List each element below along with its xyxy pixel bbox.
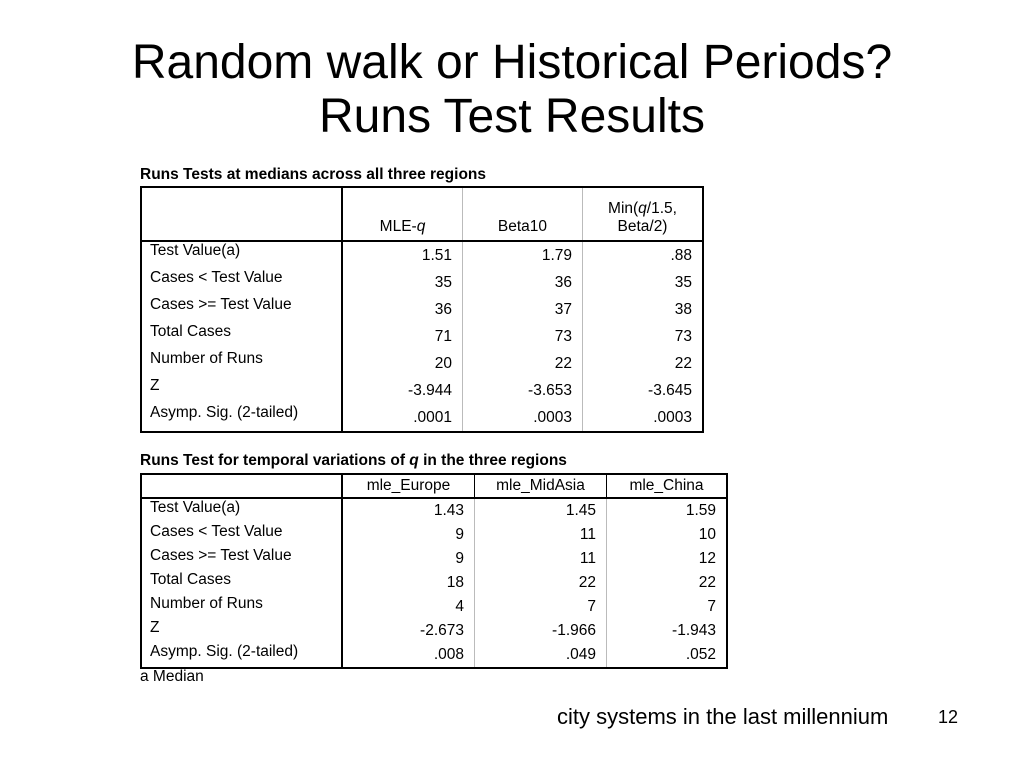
table-cell: 10 — [698, 526, 716, 543]
table-header-row — [141, 474, 727, 498]
row-label: Total Cases — [141, 323, 342, 350]
row-label: Test Value(a) — [141, 241, 342, 269]
table-cell: .88 — [670, 246, 692, 264]
table-cell: -1.943 — [672, 622, 716, 639]
row-label: Test Value(a) — [141, 498, 342, 523]
table-cell: 35 — [674, 273, 692, 291]
table-cell: 1.45 — [475, 498, 607, 523]
row-label: Asymp. Sig. (2-tailed) — [141, 643, 342, 668]
table-row — [141, 595, 727, 619]
table-cell: 12 — [698, 550, 716, 567]
table-cell: 1.51 — [342, 241, 463, 269]
table-cell: 7 — [707, 598, 716, 615]
table-row — [141, 296, 703, 323]
table-cell: 35 — [342, 269, 463, 296]
table-row — [141, 241, 703, 269]
table-cell: -3.653 — [463, 377, 583, 404]
slide-title-line1: Random walk or Historical Periods? — [131, 36, 893, 89]
header-mle-china: mle_China — [607, 474, 728, 498]
header-mle-midasia: mle_MidAsia — [475, 474, 607, 498]
header-min: Min(q/1.5, Beta/2) — [583, 187, 704, 241]
row-label: Asymp. Sig. (2-tailed) — [141, 404, 342, 432]
table-cell: .052 — [685, 646, 716, 663]
runs-test-medians-table — [140, 186, 704, 433]
table-cell: 71 — [342, 323, 463, 350]
row-label: Total Cases — [141, 571, 342, 595]
table-cell: 36 — [342, 296, 463, 323]
table-cell: 22 — [698, 574, 716, 591]
header-mle-europe: mle_Europe — [342, 474, 475, 498]
table-row — [141, 350, 703, 377]
table-header-row — [141, 187, 703, 241]
table-row — [141, 643, 727, 668]
slide-number: 12 — [938, 707, 959, 727]
table-cell: 22 — [674, 354, 692, 372]
table-cell: -3.645 — [648, 381, 692, 399]
table-row — [141, 547, 727, 571]
table-cell: 37 — [463, 296, 583, 323]
table-cell: 1.79 — [463, 241, 583, 269]
header-mle-q: MLE-q — [342, 187, 463, 241]
table-cell: -3.944 — [342, 377, 463, 404]
slide-subtitle: city systems in the last millennium — [557, 704, 889, 729]
table-cell: 11 — [475, 547, 607, 571]
table-cell: 4 — [342, 595, 475, 619]
row-label: Cases >= Test Value — [141, 296, 342, 323]
table-cell: 38 — [674, 300, 692, 318]
table-row — [141, 377, 703, 404]
row-label: Cases < Test Value — [141, 269, 342, 296]
table-cell: 9 — [342, 547, 475, 571]
table-cell: 1.43 — [342, 498, 475, 523]
row-label: Number of Runs — [141, 595, 342, 619]
table-cell: 73 — [463, 323, 583, 350]
table-row — [141, 269, 703, 296]
table-row — [141, 404, 703, 432]
table-row — [141, 619, 727, 643]
slide-title — [0, 36, 1024, 144]
table-row — [141, 571, 727, 595]
table-row — [141, 523, 727, 547]
table-cell: .049 — [475, 643, 607, 668]
table-cell: 22 — [463, 350, 583, 377]
row-label: Number of Runs — [141, 350, 342, 377]
header-corner — [141, 187, 342, 241]
table-cell: 22 — [475, 571, 607, 595]
table-cell: 18 — [342, 571, 475, 595]
table-cell: 9 — [342, 523, 475, 547]
table-cell: -2.673 — [342, 619, 475, 643]
table-cell: .0003 — [463, 404, 583, 432]
runs-test-temporal-table — [140, 473, 728, 669]
footnote: a Median — [140, 668, 204, 685]
header-beta10: Beta10 — [463, 187, 583, 241]
table-cell: 73 — [674, 327, 692, 345]
row-label: Z — [141, 377, 342, 404]
header-corner — [141, 474, 342, 498]
table-cell: 20 — [342, 350, 463, 377]
table-cell: .008 — [342, 643, 475, 668]
table-cell: -1.966 — [475, 619, 607, 643]
table-cell: 11 — [475, 523, 607, 547]
row-label: Cases < Test Value — [141, 523, 342, 547]
table2-caption: Runs Test for temporal variations of q in the three regions — [140, 452, 567, 469]
table-row — [141, 323, 703, 350]
table-cell: 1.59 — [685, 502, 716, 519]
table-cell: 36 — [463, 269, 583, 296]
table-cell: 7 — [475, 595, 607, 619]
row-label: Z — [141, 619, 342, 643]
row-label: Cases >= Test Value — [141, 547, 342, 571]
table-cell: .0003 — [653, 408, 692, 426]
table1-caption: Runs Tests at medians across all three regions — [140, 166, 487, 183]
table-cell: .0001 — [342, 404, 463, 432]
slide-title-line2: Runs Test Results — [319, 90, 705, 143]
table-row — [141, 498, 727, 523]
